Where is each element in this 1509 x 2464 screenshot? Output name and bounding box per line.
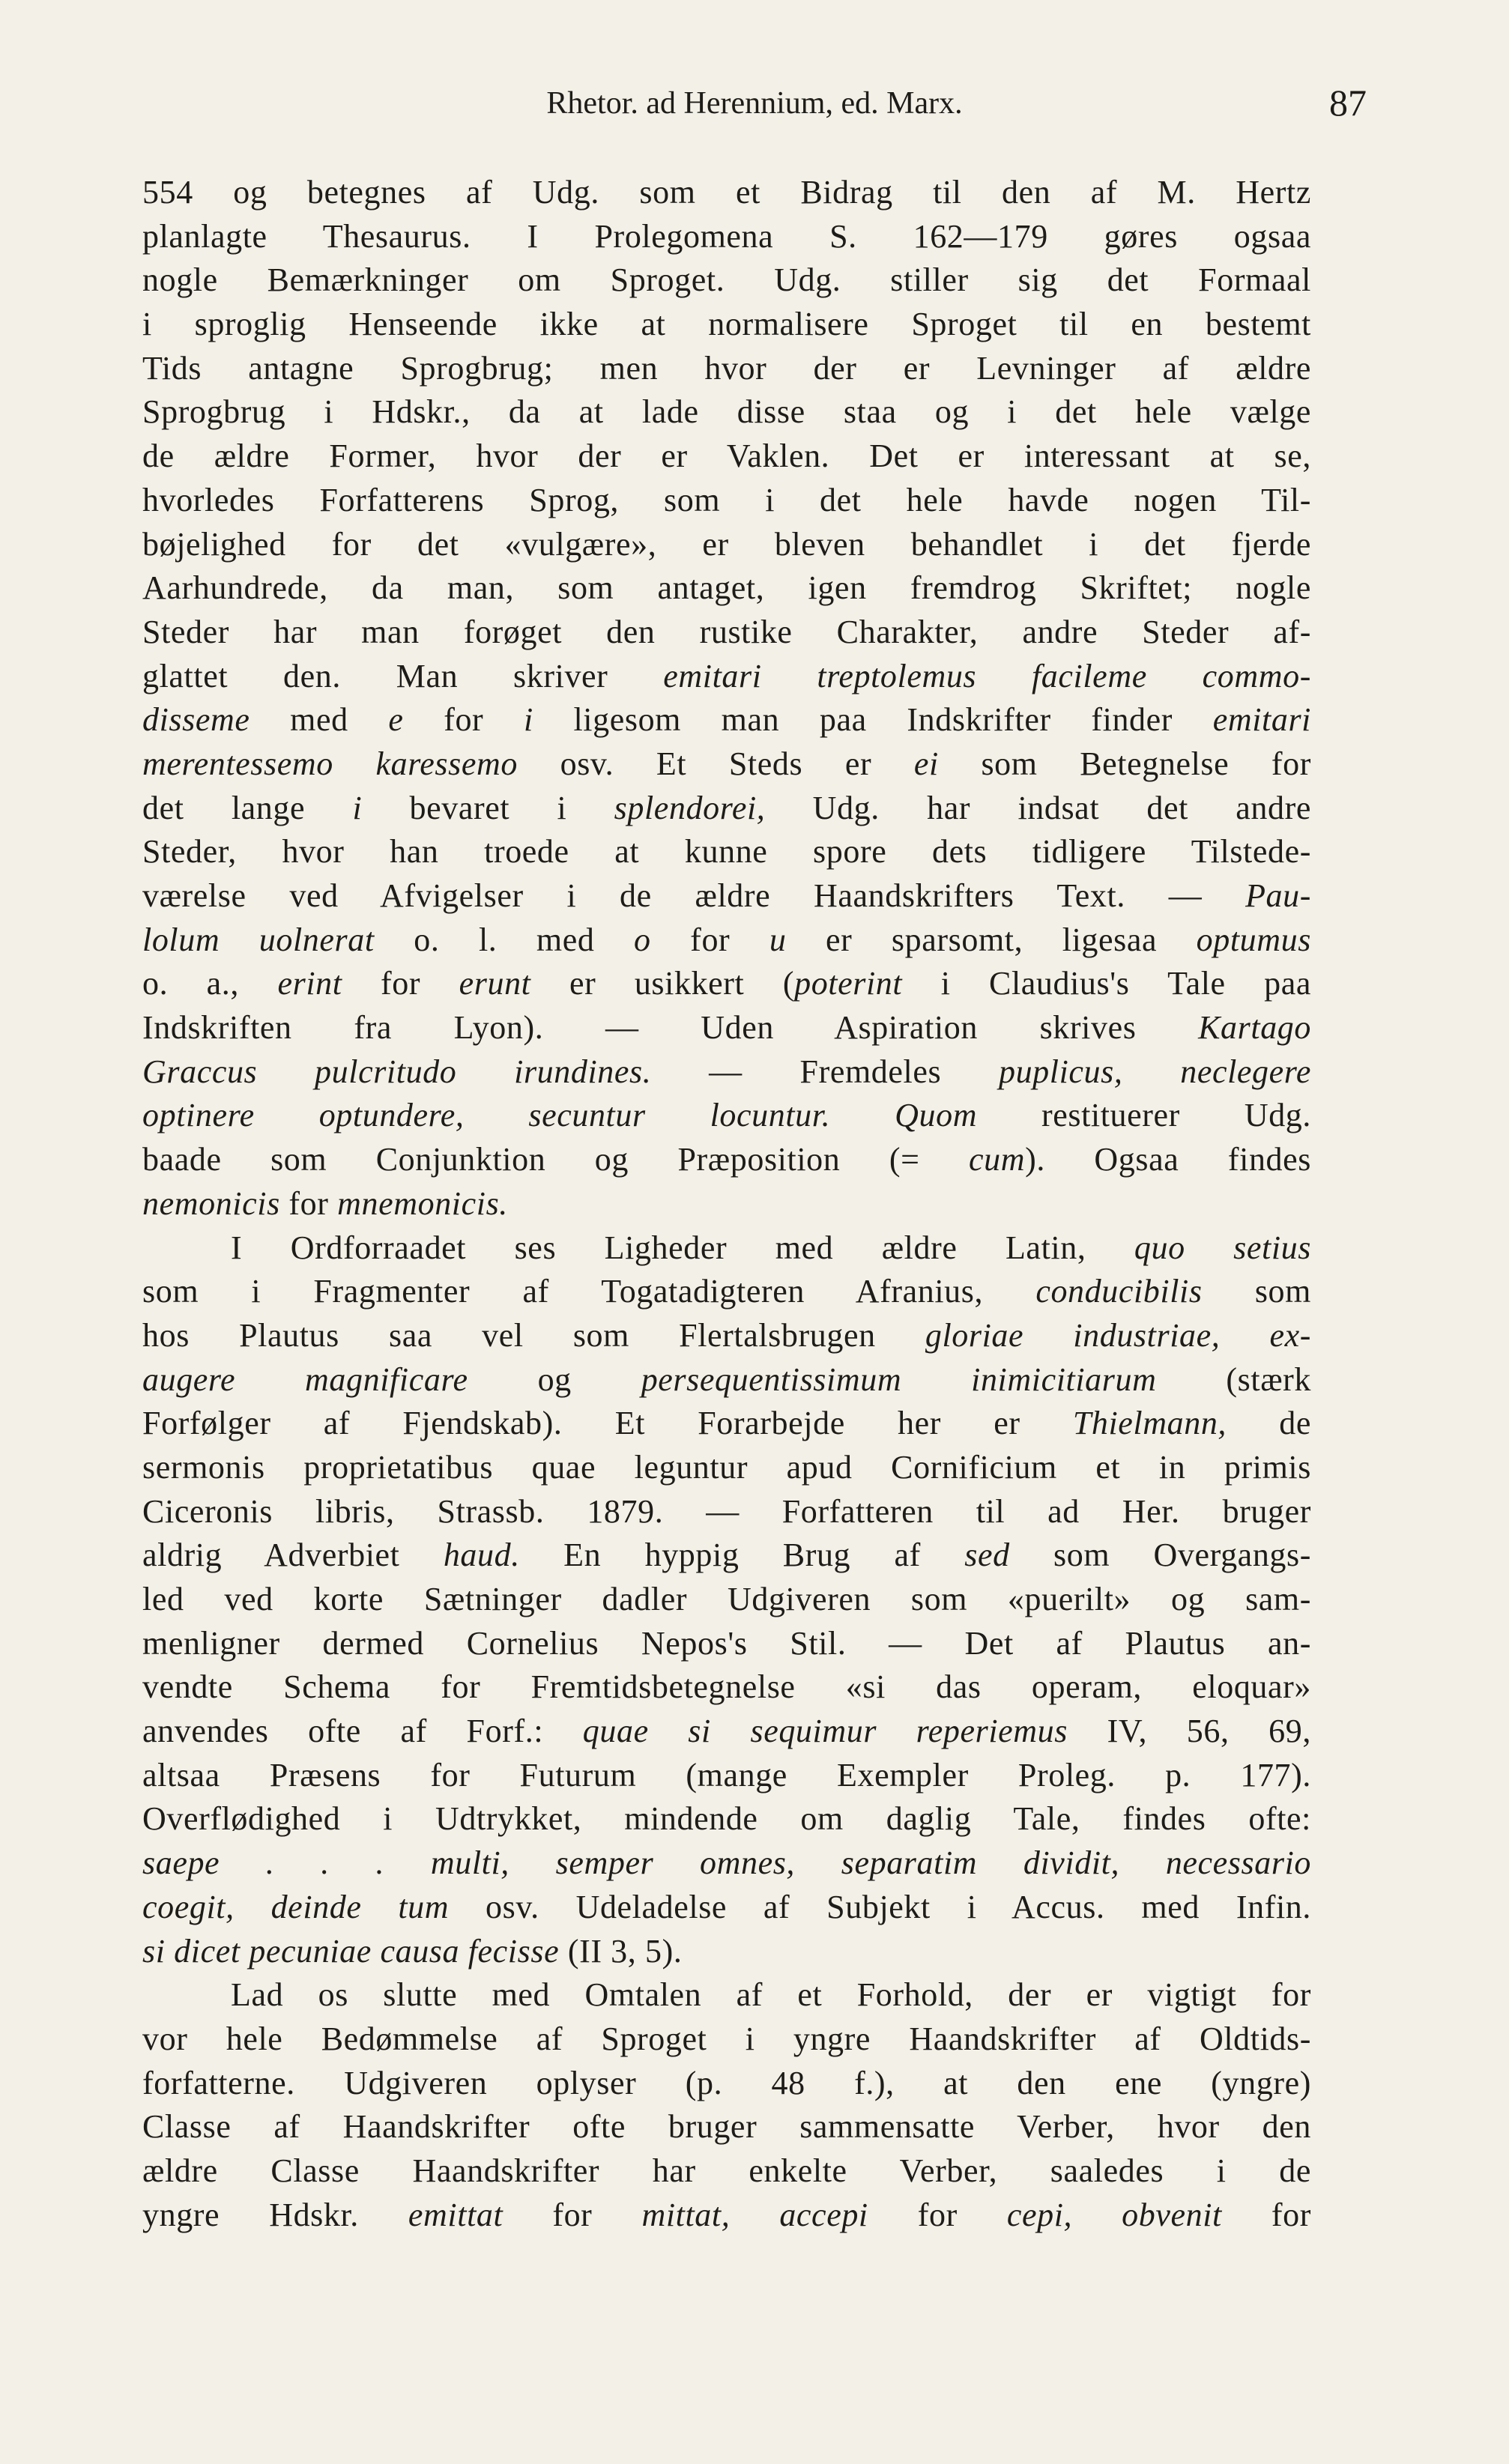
italic-text: Thielmann,	[1072, 1405, 1227, 1442]
italic-text: Graccus pulcritudo irundines.	[142, 1053, 652, 1090]
text-segment: for	[342, 965, 459, 1002]
text-segment: vor hele Bedømmelse af Sproget i yngre Haandskrifter af Oldtids-	[142, 2020, 1311, 2057]
italic-text: merentessemo karessemo	[142, 745, 518, 782]
running-head	[142, 81, 1367, 133]
italic-text: Pau-	[1245, 877, 1311, 914]
text-line	[142, 479, 1311, 523]
text-segment: Udg. har indsat det andre	[765, 789, 1311, 826]
italic-text: emitari treptolemus facileme commo-	[663, 657, 1311, 694]
text-line	[142, 1094, 1311, 1138]
text-line	[142, 258, 1311, 303]
text-segment: anvendes ofte af Forf.:	[142, 1713, 583, 1750]
italic-text: conducibilis	[1035, 1273, 1203, 1310]
italic-text: sed	[964, 1537, 1010, 1574]
text-line	[142, 655, 1311, 699]
text-line	[142, 1050, 1311, 1095]
text-line	[142, 1886, 1311, 1930]
text-segment: En hyppig Brug af	[519, 1537, 965, 1574]
text-segment: som	[1202, 1273, 1311, 1310]
text-segment: de	[1227, 1405, 1311, 1442]
text-segment: Steder har man forøget den rustike Charakter, andre Steder af-	[142, 613, 1311, 650]
italic-text: ei	[913, 745, 939, 782]
italic-text: disseme	[142, 701, 250, 739]
italic-text: quo setius	[1134, 1229, 1311, 1266]
text-line	[142, 1490, 1311, 1534]
text-line	[142, 1578, 1311, 1622]
italic-text: haud.	[443, 1537, 520, 1574]
text-line	[142, 2017, 1311, 2062]
italic-text: si dicet pecuniae causa fecisse	[142, 1932, 560, 1970]
text-line	[142, 1138, 1311, 1182]
text-segment: hos Plautus saa vel som Flertalsbrugen	[142, 1316, 925, 1354]
text-segment: osv. Udeladelse af Subjekt i Accus. med Infin.	[449, 1888, 1311, 1925]
text-segment: o. a.,	[142, 965, 278, 1002]
text-line	[142, 215, 1311, 259]
italic-text: emittat	[408, 2196, 503, 2233]
text-line	[142, 1622, 1311, 1666]
text-segment: forfatterne. Udgiveren oplyser (p. 48 f.), at den ene (yngre)	[142, 2064, 1311, 2101]
text-line	[142, 2105, 1311, 2149]
page-number: 87	[1329, 82, 1367, 124]
italic-text: mittat, accepi	[641, 2196, 868, 2233]
text-segment: I Ordforraadet ses Ligheder med ældre Latin,	[231, 1229, 1134, 1266]
text-segment: Forfølger af Fjendskab). Et Forarbejde her er	[142, 1405, 1073, 1442]
text-segment: — Fremdeles	[651, 1053, 999, 1090]
text-segment: for	[650, 921, 769, 958]
italic-text: augere magnificare	[142, 1360, 468, 1398]
text-segment: er sparsomt, ligesaa	[786, 921, 1197, 958]
text-segment: Steder, hvor han troede at kunne spore dets tidligere Tilstede-	[142, 833, 1311, 871]
italic-text: optumus	[1196, 921, 1311, 958]
text-line	[142, 1665, 1311, 1710]
text-segment: for	[868, 2196, 1007, 2233]
text-segment: er usikkert (	[530, 965, 795, 1002]
italic-text: cepi, obvenit	[1006, 2196, 1222, 2233]
italic-text: quae si sequimur reperiemus	[582, 1713, 1068, 1750]
italic-text: lolum uolnerat	[142, 921, 375, 958]
text-segment: i Claudius's Tale paa	[902, 965, 1311, 1002]
text-segment: restituerer Udg.	[977, 1097, 1311, 1134]
text-line	[142, 523, 1311, 567]
italic-text: poterint	[794, 965, 903, 1002]
italic-text: i	[523, 701, 533, 739]
text-line	[142, 347, 1311, 391]
text-segment: osv. Et Steds er	[517, 745, 914, 782]
text-segment: nogle Bemærkninger om Sproget. Udg. stiller sig det Formaal	[142, 261, 1311, 299]
text-segment: Lad os slutte med Omtalen af et Forhold, der er vigtigt for	[231, 1976, 1311, 2014]
text-segment: IV, 56, 69,	[1067, 1713, 1311, 1750]
text-line	[142, 1841, 1311, 1886]
italic-text: puplicus, neclegere	[998, 1053, 1311, 1090]
text-line	[142, 390, 1311, 435]
italic-text: gloriae industriae, ex-	[925, 1316, 1311, 1354]
text-segment: med	[250, 701, 389, 739]
italic-text: e	[388, 701, 404, 739]
text-line	[142, 2194, 1311, 2238]
text-line	[142, 918, 1311, 963]
text-segment: menligner dermed Cornelius Nepos's Stil. — Det af Plautus an-	[142, 1624, 1311, 1662]
text-line	[142, 2149, 1311, 2194]
text-line	[142, 1270, 1311, 1314]
text-line	[142, 1797, 1311, 1841]
italic-text: erint	[277, 965, 342, 1002]
text-line	[142, 171, 1311, 215]
text-segment: bøjelighed for det «vulgære», er bleven behandlet i det fjerde	[142, 525, 1311, 563]
text-line	[142, 874, 1311, 918]
text-segment: o. l. med	[374, 921, 635, 958]
text-line	[142, 1534, 1311, 1578]
text-segment: Overflødighed i Udtrykket, mindende om daglig Tale, findes ofte:	[142, 1800, 1311, 1838]
text-line	[142, 1006, 1311, 1050]
text-segment: 554 og betegnes af Udg. som et Bidrag til den af M. Hertz	[142, 174, 1311, 211]
text-segment: sermonis proprietatibus quae leguntur apud Cornificium et in primis	[142, 1448, 1311, 1486]
text-line	[142, 830, 1311, 874]
text-line	[142, 1402, 1311, 1446]
text-segment: led ved korte Sætninger dadler Udgiveren som «puerilt» og sam-	[142, 1581, 1311, 1617]
italic-text: u	[769, 921, 787, 958]
text-segment: yngre Hdskr.	[142, 2196, 408, 2233]
text-segment: Aarhundrede, da man, som antaget, igen fremdrog Skriftet; nogle	[142, 569, 1311, 607]
text-line	[142, 1710, 1311, 1754]
text-line	[142, 742, 1311, 787]
italic-text: Quom	[895, 1097, 978, 1134]
text-segment: (stærk	[1156, 1360, 1311, 1398]
text-segment: og	[468, 1360, 641, 1398]
text-line	[142, 566, 1311, 611]
text-segment: som Overgangs-	[1009, 1537, 1311, 1574]
text-segment: værelse ved Afvigelser i de ældre Haandskrifters Text. —	[142, 877, 1246, 914]
text-segment: bevaret i	[362, 789, 614, 826]
text-segment: de ældre Former, hvor der er Vaklen. Det er interessant at se,	[142, 438, 1311, 475]
italic-text: Kartago	[1198, 1009, 1311, 1047]
text-line	[142, 303, 1311, 347]
text-line	[142, 1754, 1311, 1798]
italic-text: emitari	[1212, 701, 1311, 739]
text-line	[142, 1358, 1311, 1402]
text-line	[142, 1226, 1311, 1271]
text-segment: som Betegnelse for	[938, 745, 1311, 782]
text-line	[142, 2062, 1311, 2106]
italic-text: o	[634, 921, 651, 958]
text-segment: som i Fragmenter af Togatadigteren Afranius,	[142, 1273, 1036, 1310]
text-line	[142, 1930, 1311, 1974]
text-line	[142, 1314, 1311, 1358]
text-segment: (II 3, 5).	[559, 1932, 683, 1970]
body-text	[142, 171, 1311, 2237]
text-segment: i sproglig Henseende ikke at normalisere Sproget til en bestemt	[142, 306, 1311, 343]
text-segment: planlagte Thesaurus. I Prolegomena S. 162—179 gøres ogsaa	[142, 217, 1311, 255]
italic-text: optinere optundere, secuntur locuntur.	[142, 1097, 831, 1134]
italic-text: coegit, deinde tum	[142, 1888, 450, 1925]
italic-text: mnemonicis.	[337, 1184, 508, 1222]
text-segment: ældre Classe Haandskrifter har enkelte Verber, saaledes i de	[142, 2152, 1311, 2189]
text-segment: ). Ogsaa findes	[1025, 1141, 1311, 1178]
text-line	[142, 435, 1311, 479]
text-line	[142, 1446, 1311, 1490]
running-title: Rhetor. ad Herennium, ed. Marx.	[546, 86, 963, 121]
italic-text: persequentissimum inimicitiarum	[641, 1360, 1157, 1398]
text-line	[142, 611, 1311, 655]
text-segment: hvorledes Forfatterens Sprog, som i det hele havde nogen Til-	[142, 481, 1311, 518]
italic-text: saepe . . . multi, semper omnes, separatim dividit, necessario	[142, 1844, 1311, 1882]
text-segment: Indskriften fra Lyon). — Uden Aspiration skrives	[142, 1009, 1199, 1047]
text-segment: Sprogbrug i Hdskr., da at lade disse staa og i det hele vælge	[142, 393, 1311, 431]
italic-text: erunt	[459, 965, 531, 1002]
text-segment: for	[503, 2196, 642, 2233]
text-segment: for	[403, 701, 524, 739]
italic-text: i	[352, 789, 363, 826]
text-segment: det lange	[142, 789, 353, 826]
text-segment: aldrig Adverbiet	[142, 1537, 444, 1574]
text-segment: vendte Schema for Fremtidsbetegnelse «si das operam, eloquar»	[142, 1668, 1311, 1706]
text-line	[142, 1973, 1311, 2017]
text-segment: altsaa Præsens for Futurum (mange Exempler Proleg. p. 177).	[142, 1756, 1311, 1793]
text-segment: Tids antagne Sprogbrug; men hvor der er Levninger af ældre	[142, 349, 1311, 387]
text-segment: baade som Conjunktion og Præposition (=	[142, 1141, 969, 1178]
text-line	[142, 698, 1311, 742]
text-segment: Classe af Haandskrifter ofte bruger sammensatte Verber, hvor den	[142, 2108, 1311, 2146]
text-line	[142, 1182, 1311, 1226]
italic-text: nemonicis	[142, 1184, 280, 1222]
italic-text: cum	[968, 1141, 1026, 1178]
italic-text: splendorei,	[614, 789, 766, 826]
text-segment: glattet den. Man skriver	[142, 657, 664, 694]
text-segment: Ciceronis libris, Strassb. 1879. — Forfatteren til ad Her. bruger	[142, 1492, 1311, 1530]
text-segment	[830, 1097, 895, 1133]
text-segment: for	[279, 1184, 338, 1222]
text-segment: ligesom man paa Indskrifter finder	[533, 701, 1213, 739]
text-line	[142, 787, 1311, 831]
text-segment: for	[1221, 2196, 1311, 2233]
text-line	[142, 962, 1311, 1006]
